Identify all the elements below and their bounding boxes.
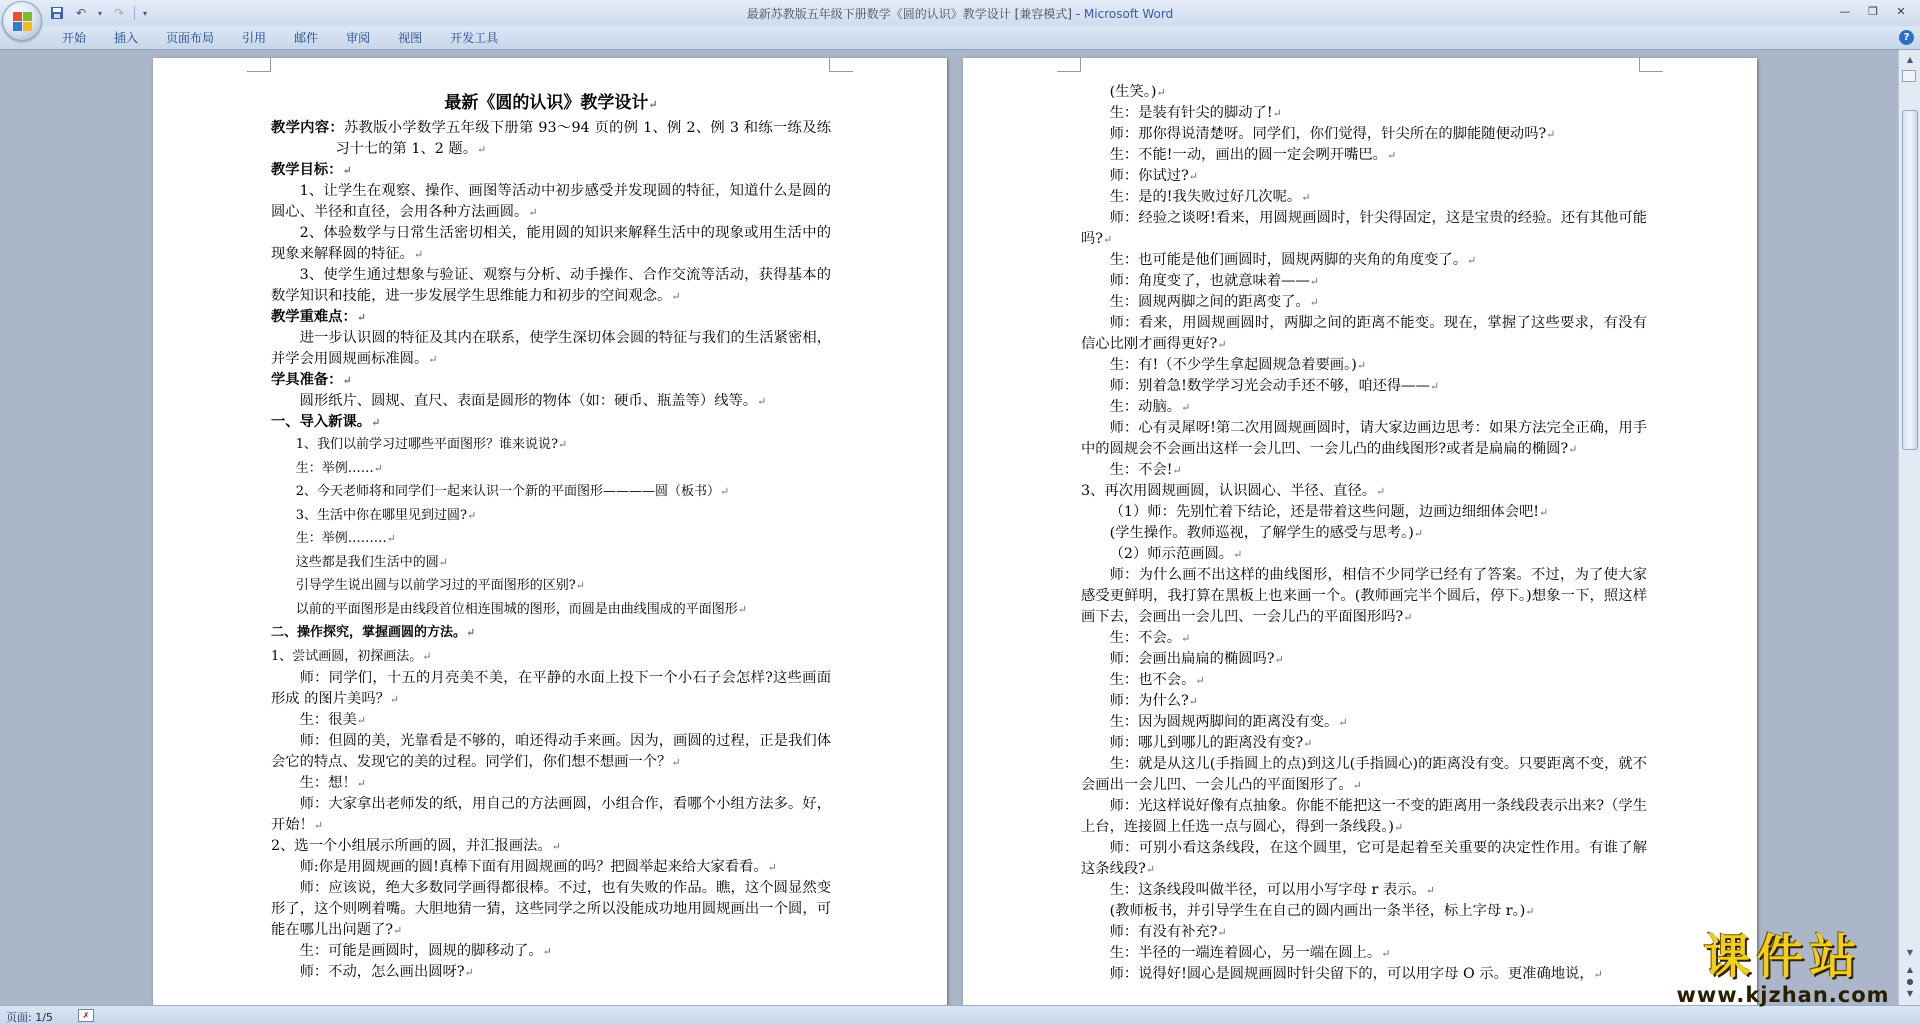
paragraph — [271, 504, 831, 528]
paragraph-text: 师：经验之谈呀!看来，用圆规画圆时，针尖得固定，这是宝贵的经验。还有其他可能吗? — [1081, 210, 1647, 247]
paragraph-text: 进一步认识圆的特征及其内在联系，使学生深切体会圆的特征与我们的生活紧密相，并学会用圆规画标准圆。 — [271, 330, 831, 367]
paragraph-text: 二、操作探究，掌握画圆的方法。 — [271, 625, 467, 640]
browse-object-controls — [1902, 965, 1918, 1001]
paragraph-text: 师：可别小看这条线段，在这个圆里，它可是起着至关重要的决定性作用。有谁了解这条线段? — [1081, 840, 1647, 877]
ribbon-tab[interactable]: 插入 — [114, 31, 139, 45]
paragraph — [271, 836, 831, 857]
paragraph-text: 3、再次用圆规画圆，认识圆心、半径、直径。 — [1081, 483, 1377, 499]
paragraph — [271, 391, 831, 412]
paragraph — [271, 941, 831, 962]
page-1-body — [271, 90, 831, 983]
paragraph-text: 1、让学生在观察、操作、画图等活动中初步感受并发现圆的特征，知道什么是圆的圆心、半径和直径，会用各种方法画圆。 — [271, 183, 831, 220]
ribbon-tab[interactable]: 页面布局 — [166, 31, 215, 45]
paragraph-text: 生：半径的一端连着圆心，另一端在圆上。 — [1109, 945, 1382, 961]
paragraph — [1081, 691, 1647, 712]
paragraph — [1081, 544, 1647, 565]
window-controls — [1832, 2, 1914, 20]
previous-page-icon[interactable]: ▲ — [1906, 965, 1914, 974]
select-browse-object-icon[interactable]: ● — [1906, 977, 1914, 986]
crop-mark — [1057, 58, 1081, 72]
paragraph — [1081, 754, 1647, 796]
paragraph — [271, 118, 831, 160]
paragraph — [1081, 187, 1647, 208]
watermark-url: www.kjzhan.com — [1676, 983, 1890, 1007]
paragraph — [271, 181, 831, 223]
paragraph-text: 师：那你得说清楚呀。同学们，你们觉得，针尖所在的脚能随便动吗? — [1109, 126, 1547, 142]
paragraph-text: 师：会画出扁扁的椭圆吗? — [1109, 651, 1275, 667]
proofing-status-icon[interactable]: ✗ — [78, 1009, 94, 1022]
paragraph-text: 生：是装有针尖的脚动了! — [1109, 105, 1273, 121]
paragraph — [271, 857, 831, 878]
paragraph-text: 师：哪儿到哪儿的距离没有变? — [1109, 735, 1304, 751]
paragraph — [1081, 880, 1647, 901]
paragraph-text: （2）师示范画圆。 — [1109, 546, 1234, 562]
paragraph-text: 以前的平面图形是由线段首位相连围城的图形，而圆是由曲线围成的平面图形 — [295, 601, 738, 617]
paragraph — [1081, 82, 1647, 103]
paragraph — [271, 794, 831, 836]
window-title — [0, 5, 1920, 22]
paragraph — [1081, 145, 1647, 166]
paragraph-text: 生：也可能是他们画圆时，圆规两脚的夹角的角度变了。 — [1109, 252, 1468, 268]
paragraph-text: 教学目标： — [271, 162, 343, 178]
minimize-icon[interactable]: — — [1839, 4, 1851, 18]
office-button[interactable] — [2, 1, 42, 41]
paragraph — [271, 710, 831, 731]
paragraph — [271, 621, 831, 645]
ribbon-tab[interactable]: 视图 — [398, 31, 423, 45]
crop-mark — [1639, 58, 1663, 72]
paragraph — [1081, 313, 1647, 355]
paragraph — [271, 328, 831, 370]
document-title: 最新苏教版五年级下册数学《圆的认识》教学设计 [兼容模式] - — [746, 7, 1084, 21]
paragraph-text: 师：应该说，绝大多数同学画得都很棒。不过，也有失败的作品。瞧，这个圆显然变形了，这个则咧着嘴。大胆地猜一猜，这些同学之所以没能成功地用圆规画出一个圆，可能在哪儿出问题了? — [271, 880, 831, 938]
paragraph-text: 学具准备： — [271, 372, 343, 388]
paragraph — [1081, 838, 1647, 880]
paragraph — [1081, 733, 1647, 754]
paragraph-text: 3、使学生通过想象与验证、观察与分析、动手操作、合作交流等活动，获得基本的数学知识和技能，进一步发展学生思维能力和初步的空间观念。 — [271, 267, 831, 304]
paragraph — [271, 457, 831, 481]
paragraph-text: 生：可能是画圆时，圆规的脚移动了。 — [299, 943, 543, 959]
paragraph-text: 2、今天老师将和同学们一起来认识一个新的平面图形————圆（板书） — [295, 484, 720, 499]
vertical-scrollbar[interactable] — [1898, 50, 1920, 1005]
ribbon-tab[interactable]: 审阅 — [346, 31, 371, 45]
paragraph — [1081, 712, 1647, 733]
paragraph-text: 一、导入新课。 — [271, 414, 372, 430]
paragraph-text: 师:你是用圆规画的圆!真棒下面有用圆规画的吗？把圆举起来给大家看看。 — [299, 859, 768, 875]
paragraph — [1081, 523, 1647, 544]
paragraph — [271, 668, 831, 710]
paragraph-text: 生：不能!一动，画出的圆一定会咧开嘴巴。 — [1109, 147, 1387, 163]
paragraph — [1081, 481, 1647, 502]
paragraph-text: 师：角度变了，也就意味着—— — [1109, 273, 1310, 289]
ribbon-tab[interactable]: 邮件 — [294, 31, 319, 45]
paragraph-text: 引导学生说出圆与以前学习过的平面图形的区别? — [295, 578, 576, 593]
ribbon-tab-bar — [0, 26, 1920, 50]
paragraph-text: 师：不动，怎么画出圆呀? — [299, 964, 465, 980]
paragraph-text: 师：别着急!数学学习光会动手还不够，咱还得—— — [1109, 378, 1430, 394]
page-count[interactable]: 页面: 1/5 — [6, 1011, 53, 1024]
scroll-up-icon[interactable]: ▲ — [1906, 55, 1914, 64]
customize-qat-icon[interactable]: ▾ — [142, 8, 147, 18]
paragraph — [1081, 418, 1647, 460]
paragraph — [1081, 565, 1647, 628]
document-heading: 最新《圆的认识》教学设计 ↵ — [271, 90, 831, 118]
paragraph-text: 生：有!（不少学生拿起圆规急着要画。) — [1109, 357, 1357, 373]
paragraph-text: 生：这条线段叫做半径，可以用小写字母 r 表示。 — [1109, 882, 1426, 898]
paragraph-text: 这些都是我们生活中的圆 — [295, 554, 439, 570]
paragraph-text: 生：举例……… — [295, 531, 387, 546]
watermark-logo-text: 课件站 — [1703, 930, 1863, 985]
ribbon-tabs — [48, 29, 512, 47]
paragraph — [1081, 670, 1647, 691]
paragraph-text: 生：想！ — [299, 775, 357, 791]
paragraph — [1081, 355, 1647, 376]
paragraph-text: 生：举例…… — [295, 460, 374, 476]
paragraph — [1081, 922, 1647, 943]
paragraph — [271, 645, 831, 669]
paragraph-text: （1）师：先别忙着下结论，还是带着这些问题，边画边细细体会吧! — [1109, 504, 1540, 520]
paragraph-text: 苏教版小学数学五年级下册第 93～94 页的例 1、例 2、例 3 和练一练及练习十七的第 1、2 题。 — [335, 120, 832, 157]
paragraph-text: 3、生活中你在哪里见到过圆? — [295, 507, 467, 523]
paragraph — [1081, 292, 1647, 313]
paragraph-text: 师：心有灵犀呀!第二次用圆规画圆时，请大家边画边思考：如果方法完全正确，用手中的圆规会不会画出这样一会儿凹、一会儿凸的曲线图形?或者是扁扁的椭圆? — [1081, 420, 1647, 457]
paragraph-text: 生：动脑。 — [1109, 399, 1182, 415]
paragraph-text: 生：因为圆规两脚间的距离没有变。 — [1109, 714, 1339, 730]
paragraph-text: 师：为什么? — [1109, 693, 1189, 709]
ribbon-tab[interactable]: 引用 — [242, 31, 267, 45]
paragraph-text: (教师板书，并引导学生在自己的圆内画出一条半径，标上字母 r。) — [1109, 903, 1526, 919]
next-page-icon[interactable]: ▼ — [1906, 989, 1914, 998]
app-name: Microsoft Word — [1083, 7, 1174, 21]
paragraph-text: 1、尝试画圆，初探画法。 — [271, 648, 423, 664]
paragraph-text: 2、选一个小组展示所画的圆，并汇报画法。 — [271, 838, 552, 854]
crop-mark — [829, 58, 853, 72]
paragraph — [271, 433, 831, 457]
paragraph-lead: 教学内容： — [271, 120, 344, 136]
paragraph — [1081, 208, 1647, 250]
page-2-body — [1081, 82, 1647, 985]
paragraph — [271, 574, 831, 598]
paragraph — [271, 412, 831, 433]
paragraph — [1081, 502, 1647, 523]
paragraph — [1081, 943, 1647, 964]
paragraph — [271, 878, 831, 941]
ribbon-tab[interactable]: 开发工具 — [450, 31, 499, 45]
paragraph-text: 生：很美 — [299, 712, 357, 728]
paragraph — [271, 598, 831, 622]
undo-dropdown-icon[interactable]: ▾ — [97, 8, 102, 18]
ribbon-tab[interactable]: 开始 — [62, 31, 87, 45]
paragraph-text: 师：同学们，十五的月亮美不美，在平静的水面上投下一个小石子会怎样?这些画面形成 的图片美吗？ — [271, 670, 831, 707]
redo-icon[interactable]: ↷ — [113, 6, 125, 20]
paragraph-text: 生：就是从这儿(手指圆上的点)到这儿(手指圆心)的距离没有变。只要距离不变，就不会画出一会儿凹、一会儿凸的平面图形了。 — [1081, 756, 1647, 793]
paragraph-text: 师：你试过? — [1109, 168, 1189, 184]
paragraph-text: 生：也不会。 — [1109, 672, 1196, 688]
paragraph-text: 师：为什么画不出这样的曲线图形，相信不少同学已经有了答案。不过，为了使大家感受更鲜明，我打算在黑板上也来画一个。(教师画完半个圆后，停下。)想象一下，照这样画下去，会画出一会儿凹、一会儿凸的平面图形吗? — [1081, 567, 1647, 625]
paragraph — [1081, 124, 1647, 145]
paragraph — [271, 370, 831, 391]
scroll-down-icon[interactable]: ▼ — [1906, 948, 1914, 957]
paragraph-text: 生：圆规两脚之间的距离变了。 — [1109, 294, 1310, 310]
document-page-2[interactable] — [963, 58, 1757, 1005]
paragraph-text: 生：不会。 — [1109, 630, 1182, 646]
paragraph — [271, 160, 831, 181]
paragraph — [1081, 796, 1647, 838]
crop-mark — [247, 58, 271, 72]
paragraph-text: (学生操作。教师巡视，了解学生的感受与思考。) — [1109, 525, 1414, 541]
restore-icon[interactable]: ❐ — [1868, 4, 1878, 18]
document-workspace[interactable] — [0, 50, 1898, 1005]
paragraph — [271, 480, 831, 504]
paragraph-text: 师：说得好!圆心是圆规画圆时针尖留下的，可以用字母 O 示。更准确地说， — [1109, 966, 1594, 982]
paragraph — [1081, 649, 1647, 670]
undo-icon[interactable]: ↶ — [75, 6, 87, 20]
paragraph — [271, 551, 831, 575]
scroll-thumb[interactable] — [1902, 110, 1918, 450]
paragraph — [1081, 103, 1647, 124]
paragraph — [1081, 964, 1647, 985]
paragraph-text: 生：不会! — [1109, 462, 1173, 478]
paragraph — [271, 527, 831, 551]
paragraph — [1081, 166, 1647, 187]
paragraph — [271, 773, 831, 794]
close-icon[interactable]: ✕ — [1896, 4, 1906, 18]
paragraph-text: 师：大家拿出老师发的纸，用自己的方法画圆，小组合作，看哪个小组方法多。好，开始！ — [271, 796, 831, 833]
paragraph — [271, 307, 831, 328]
paragraph-text: 师：光这样说好像有点抽象。你能不能把这一不变的距离用一条线段表示出来?（学生上台，连接圆上任选一点与圆心，得到一条线段。) — [1081, 798, 1647, 835]
ruler-toggle[interactable] — [1902, 70, 1918, 84]
paragraph-text: 2、体验数学与日常生活密切相关，能用圆的知识来解释生活中的现象或用生活中的现象来解释圆的特征。 — [271, 225, 831, 262]
paragraph-text: 圆形纸片、圆规、直尺、表面是圆形的物体（如：硬币、瓶盖等）线等。 — [299, 393, 758, 409]
document-page-1[interactable] — [153, 58, 947, 1005]
paragraph-text: (生笑。) — [1109, 84, 1157, 100]
paragraph — [1081, 250, 1647, 271]
paragraph — [1081, 901, 1647, 922]
paragraph-text: 师：但圆的美，光靠看是不够的，咱还得动手来画。因为，画圆的过程，正是我们体会它的特点、发现它的美的过程。同学们，你们想不想画一个？ — [271, 733, 831, 770]
help-icon[interactable]: ? — [1899, 30, 1914, 45]
paragraph-text: 师：有没有补充? — [1109, 924, 1218, 940]
status-bar — [0, 1005, 1920, 1025]
paragraph — [271, 731, 831, 773]
paragraph — [1081, 628, 1647, 649]
title-bar — [0, 0, 1920, 26]
paragraph — [1081, 376, 1647, 397]
paragraph — [271, 223, 831, 265]
paragraph-text: 师：看来，用圆规画圆时，两脚之间的距离不能变。现在，掌握了这些要求，有没有信心比刚才画得更好? — [1081, 315, 1647, 352]
site-watermark — [1668, 930, 1898, 1007]
paragraph — [271, 962, 831, 983]
office-logo-icon — [13, 12, 33, 32]
paragraph — [1081, 271, 1647, 292]
paragraph — [1081, 397, 1647, 418]
paragraph-text: 1、我们以前学习过哪些平面图形？谁来说说? — [295, 437, 558, 452]
paragraph-text: 生：是的!我失败过好几次呢。 — [1109, 189, 1302, 205]
paragraph — [271, 265, 831, 307]
paragraph — [1081, 460, 1647, 481]
paragraph-text: 教学重难点： — [271, 309, 357, 325]
